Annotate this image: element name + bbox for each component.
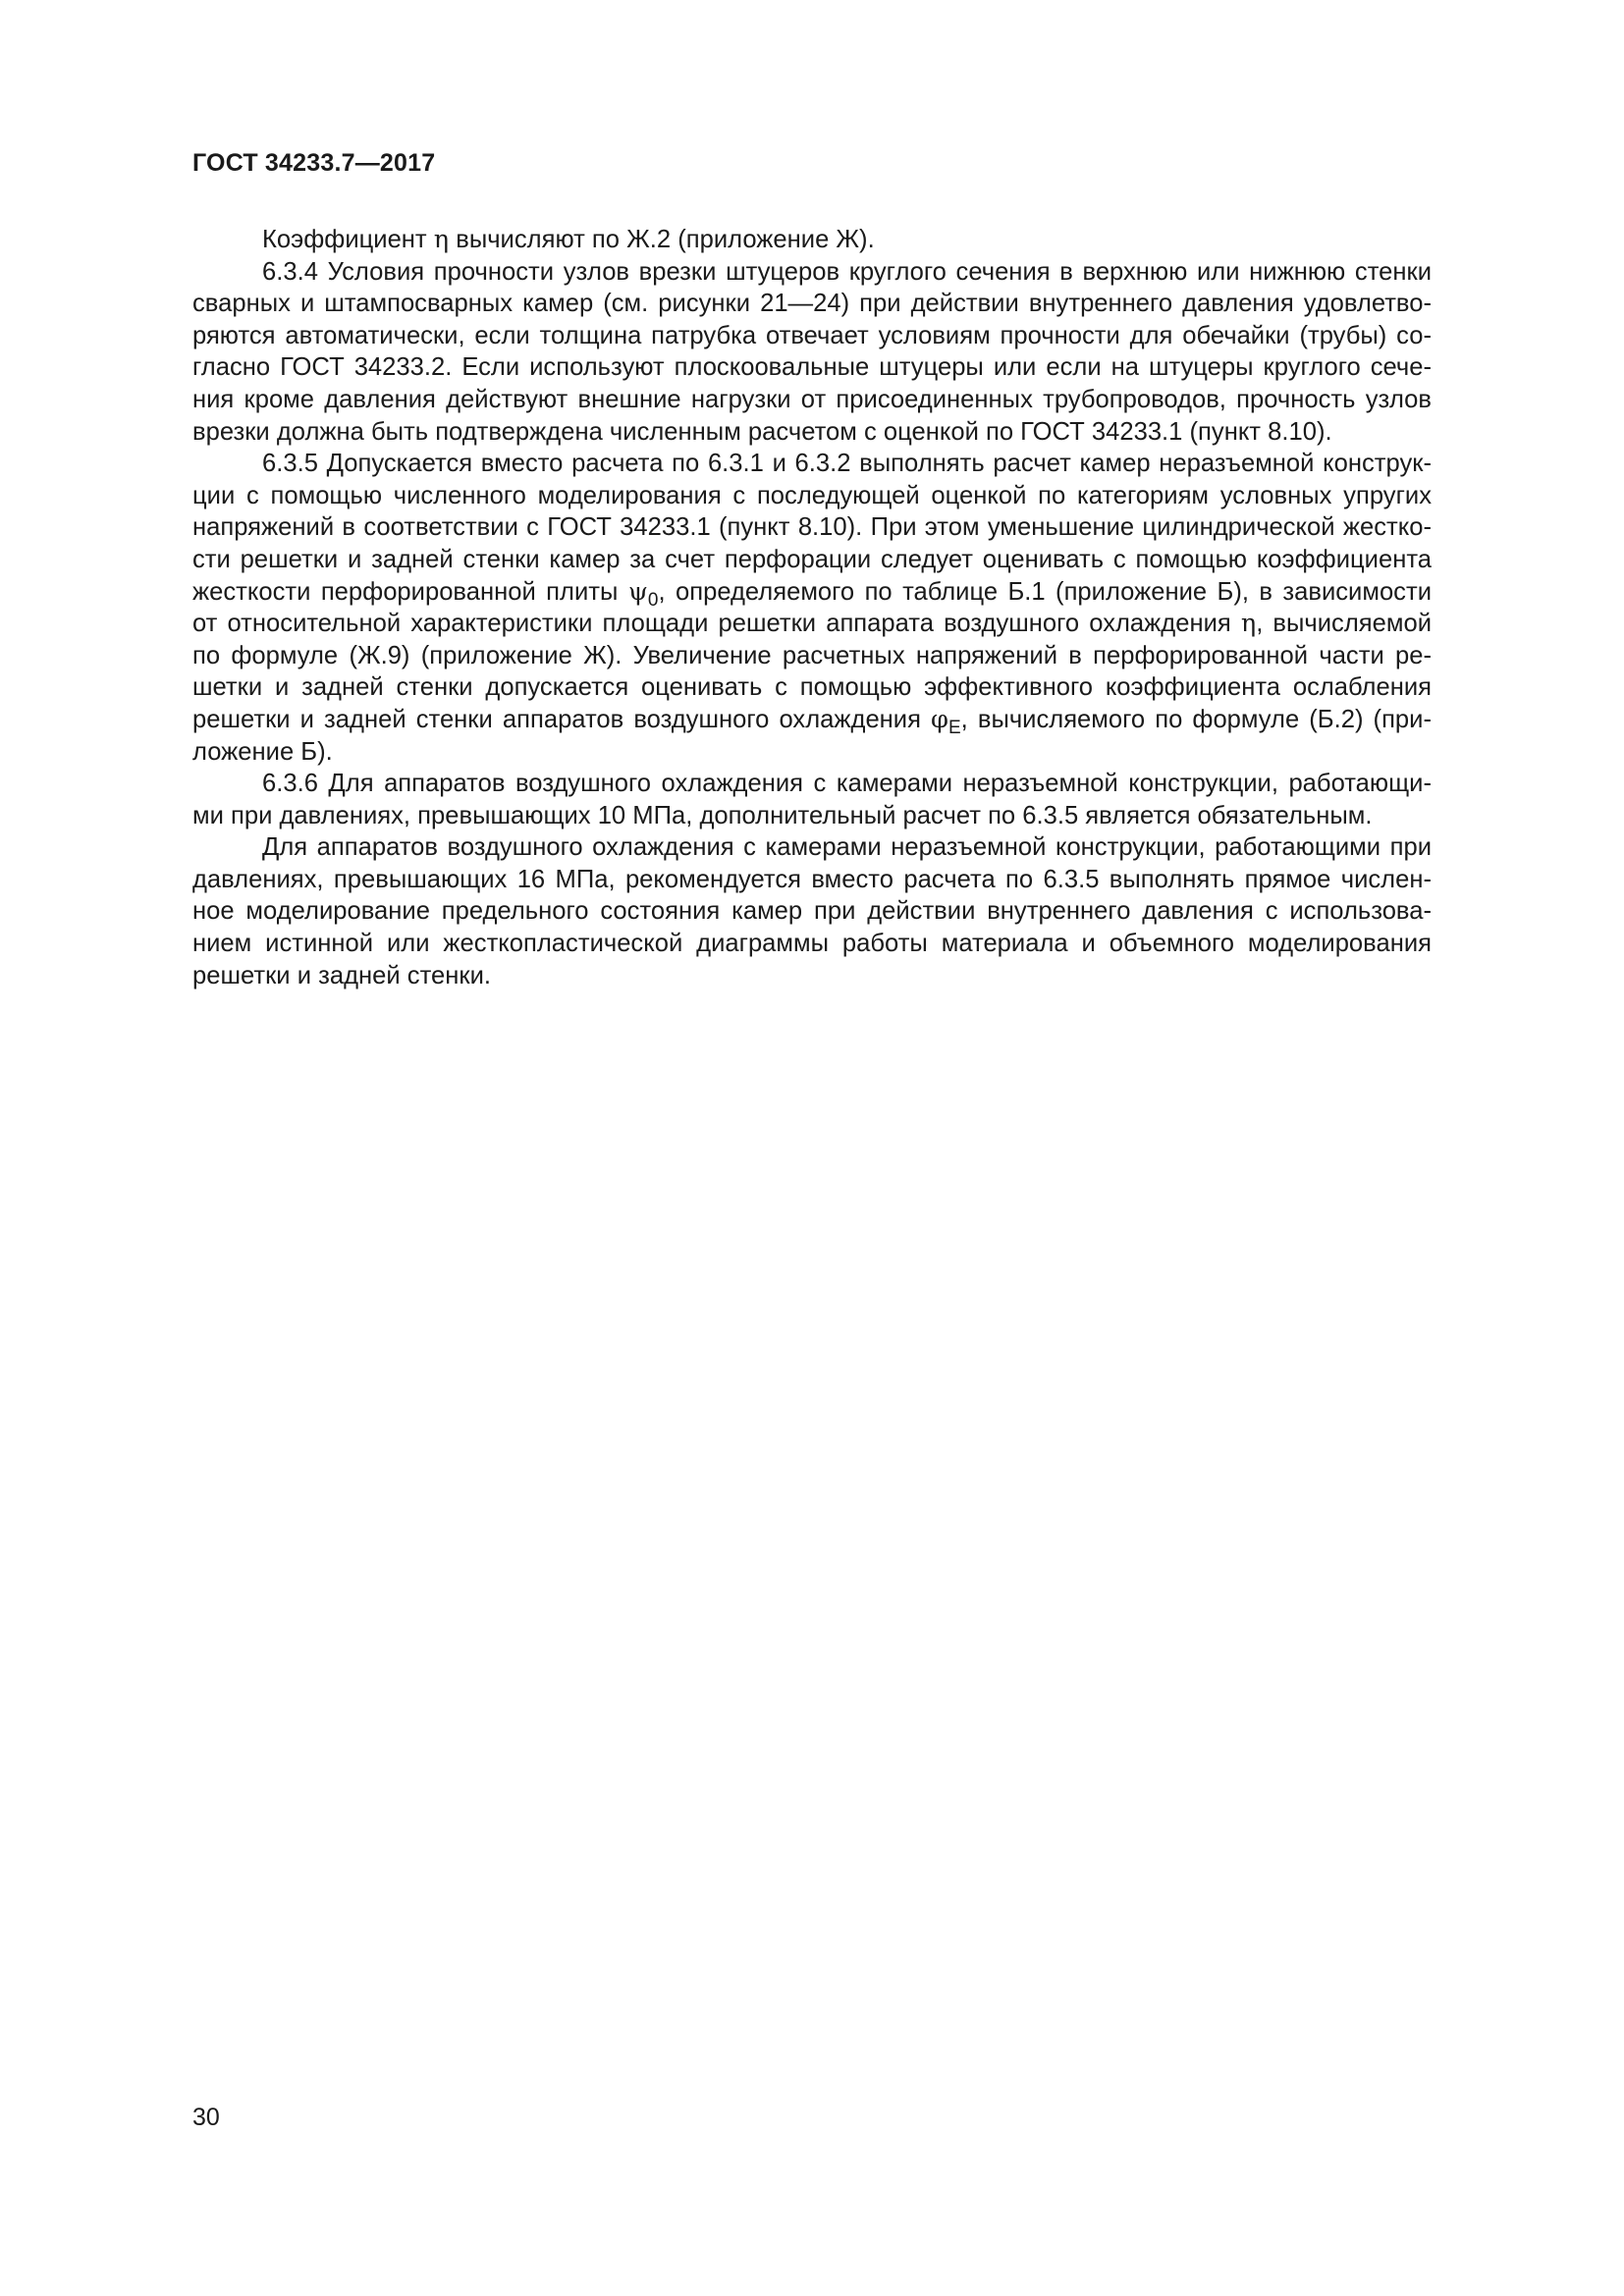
text-line: сварных и штампосварных камер (см. рисунки 21—24) при действии внутреннего давления удовлетво- [192,290,1432,318]
text-line: ное моделирование предельного состояния камер при действии внутреннего давления с использова- [192,897,1432,926]
text-line: Коэффициент η вычисляют по Ж.2 (приложение Ж). [262,225,875,254]
text-line: решетки и задней стенки. [192,961,492,989]
text-line: шетки и задней стенки допускается оценивать с помощью эффективного коэффициента ослабления [192,673,1432,702]
text-line: 6.3.4 Условия прочности узлов врезки штуцеров круглого сечения в верхнюю или нижнюю стенки [262,257,1432,286]
text-line: ряются автоматически, если толщина патрубка отвечает условиям прочности для обечайки (трубы) со- [192,321,1432,349]
paragraph-p634 [192,256,1432,449]
math-symbol: ψ [627,576,648,607]
text-line: жесткости перфорированной плиты $\psi_0$, определяемого по таблице Б.1 (приложение Б), в зависимости [192,576,1432,609]
text-line: гласно ГОСТ 34233.2. Если используют плоскоовальные штуцеры или если на штуцеры круглого сече- [192,353,1432,382]
paragraph-coef [192,224,1432,256]
math-subscript: E [947,717,961,736]
text-line: напряжений в соответствии с ГОСТ 34233.1 (пункт 8.10). При этом уменьшение цилиндрической жестко- [192,513,1432,542]
text-line: решетки и задней стенки аппаратов воздушного охлаждения $\varphi_E$, вычисляемого по формуле (Б.2) (при- [192,704,1432,736]
page-number: 30 [192,2104,220,2131]
math-symbol: η [433,225,450,254]
text-line: врезки должна быть подтверждена численным расчетом с оценкой по ГОСТ 34233.1 (пункт 8.10). [192,417,1332,446]
text-line: ложение Б). [192,737,333,766]
document-header: ГОСТ 34233.7—2017 [192,149,436,177]
text-line: нием истинной или жесткопластической диаграммы работы материала и объемного моделирования [192,930,1432,958]
text-line: ми при давлениях, превышающих 10 МПа, дополнительный расчет по 6.3.5 является обязательным. [192,801,1373,829]
math-symbol: φ [931,704,948,734]
text-line: Для аппаратов воздушного охлаждения с камерами неразъемной конструкции, работающими при [262,833,1432,862]
paragraph-p636b [192,831,1432,991]
text-line: по формуле (Ж.9) (приложение Ж). Увеличение расчетных напряжений в перфорированной части ре- [192,641,1432,669]
math-subscript: 0 [647,589,659,609]
document-body [192,224,1432,991]
text-line: 6.3.6 Для аппаратов воздушного охлаждения с камерами неразъемной конструкции, работающи- [262,770,1432,798]
text-line: ции с помощью численного моделирования с последующей оценкой по категориям условных упругих [192,481,1432,509]
paragraph-p636 [192,768,1432,831]
text-line: сти решетки и задней стенки камер за счет перфорации следует оценивать с помощью коэффициента [192,545,1432,573]
text-line: ния кроме давления действуют внешние нагрузки от присоединенных трубопроводов, прочность узлов [192,385,1432,413]
text-line: давлениях, превышающих 16 МПа, рекомендуется вместо расчета по 6.3.5 выполнять прямое числен- [192,865,1432,893]
math-symbol: η [1240,609,1257,639]
paragraph-p635 [192,448,1432,768]
text-line: 6.3.5 Допускается вместо расчета по 6.3.1 и 6.3.2 выполнять расчет камер неразъемной конструк- [262,450,1432,478]
text-line: от относительной характеристики площади решетки аппарата воздушного охлаждения η, вычисляемой [192,609,1432,639]
